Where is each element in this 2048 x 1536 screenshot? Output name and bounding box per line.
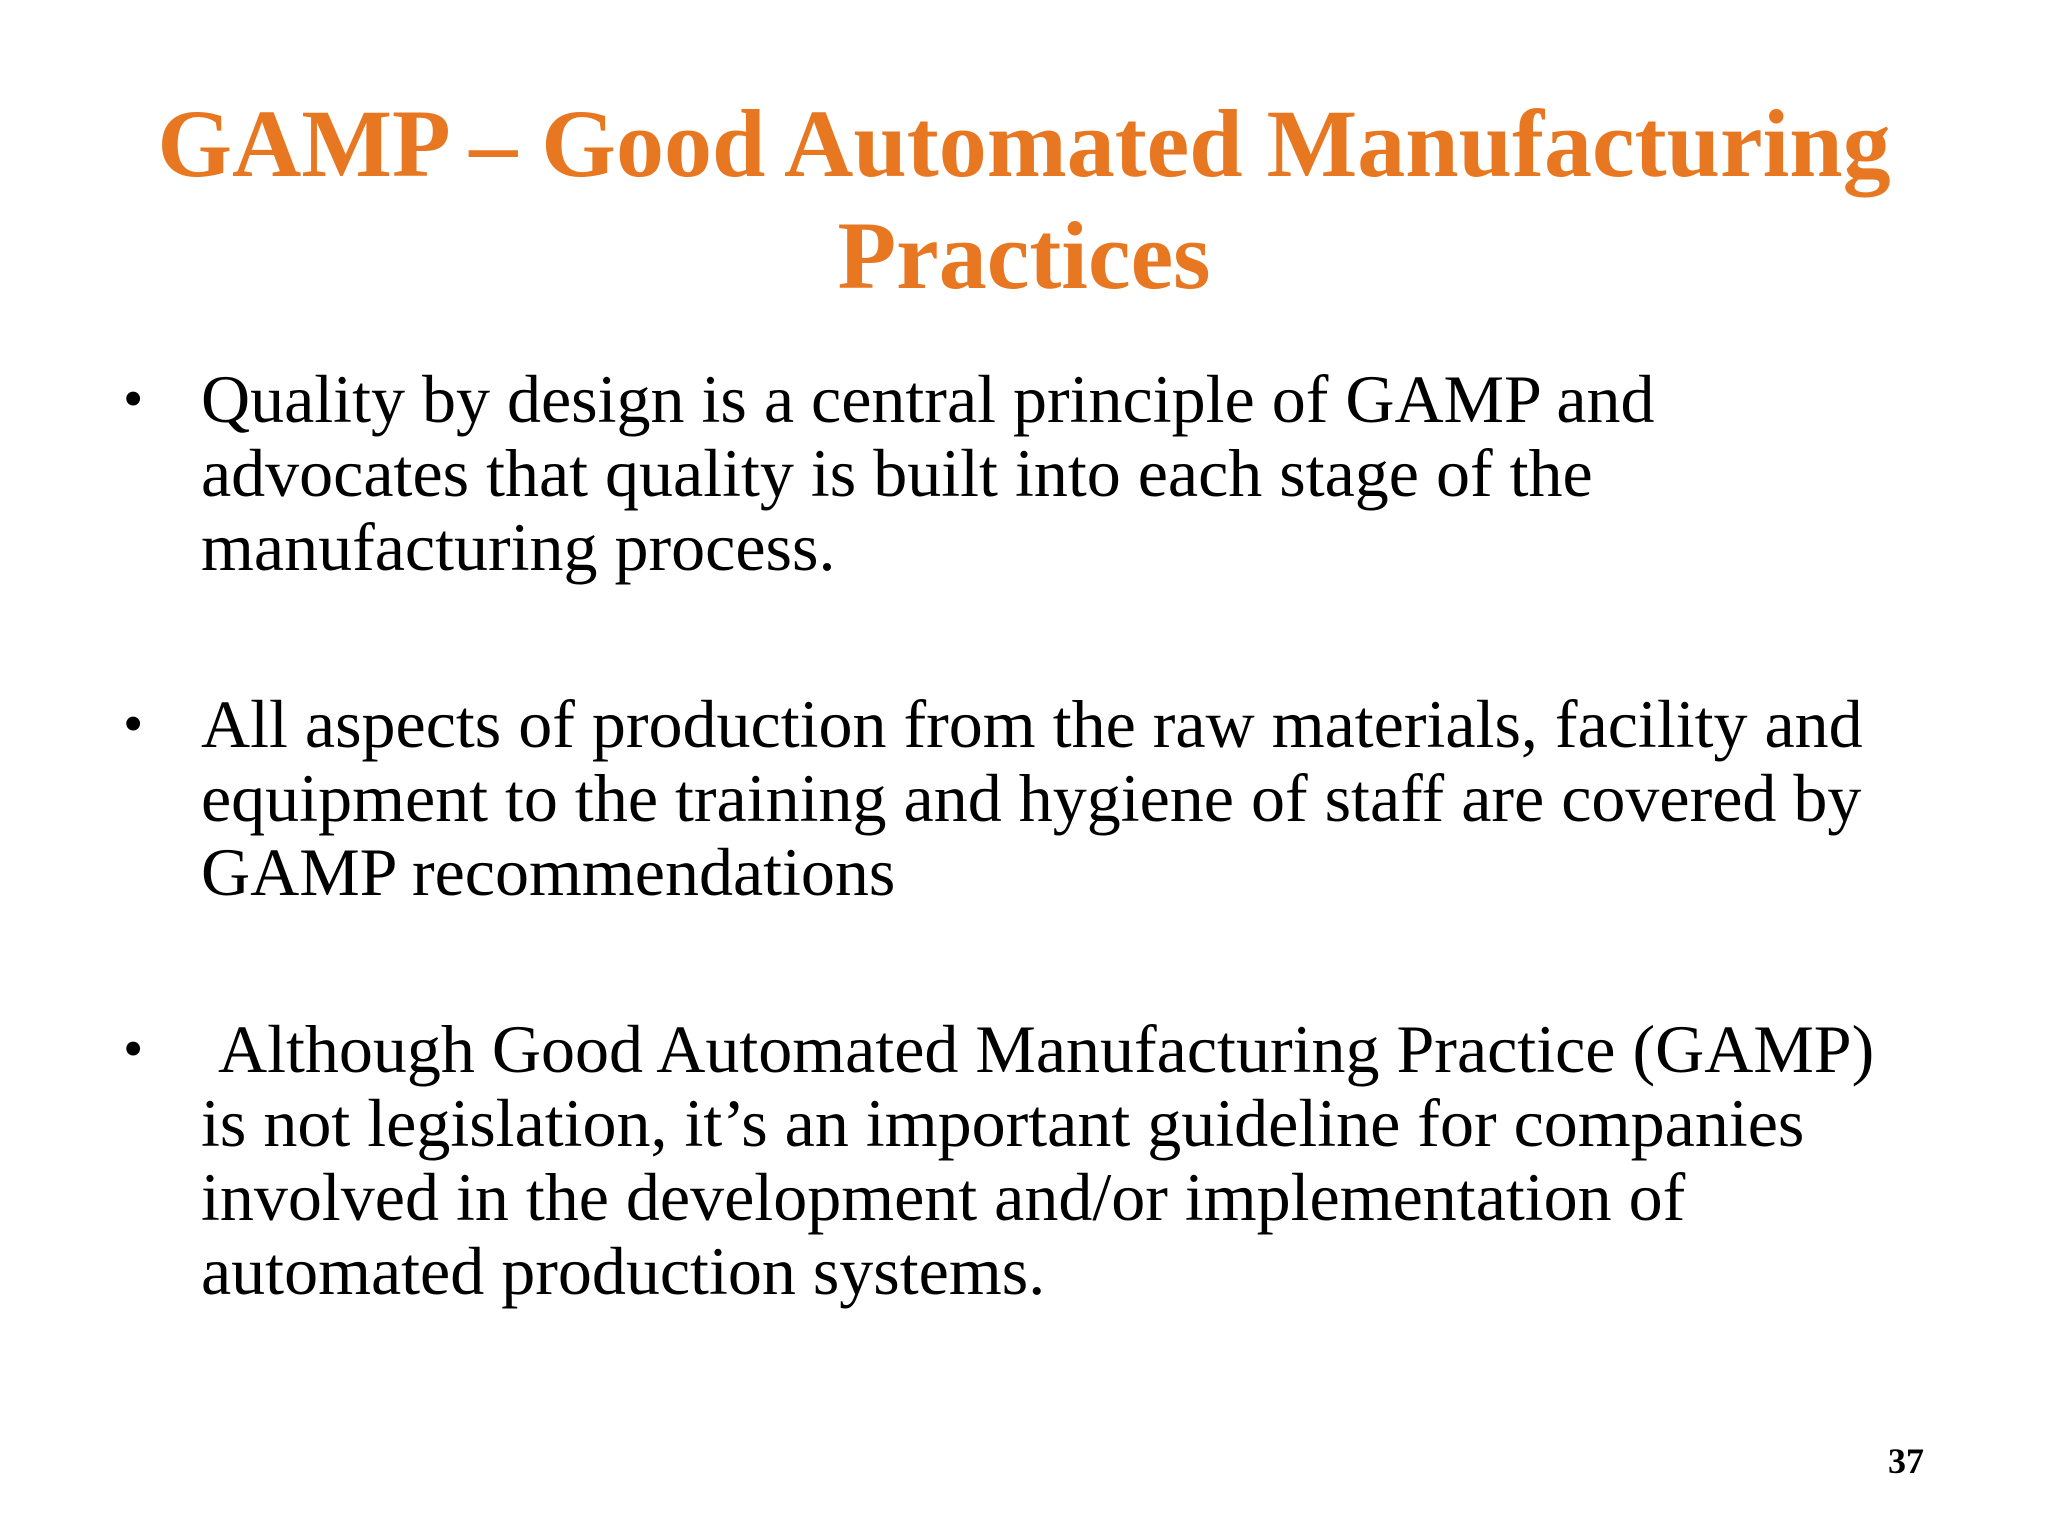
bullet-text: Although Good Automated Manufacturing Practice (GAMP) is not legislation, it’s an important guideline for companies involved in the development and/or implementation of automated production systems. (201, 1011, 1892, 1309)
bullet-item (120, 1012, 1920, 1308)
bullet-text: All aspects of production from the raw materials, facility and equipment to the training and hygiene of staff are covered by GAMP recommendations (201, 686, 1863, 910)
bullet-marker-icon: • (123, 691, 144, 756)
bullet-item (120, 362, 1920, 584)
bullet-marker-icon: • (123, 366, 144, 431)
bullet-item (120, 687, 1920, 909)
page-number: 37 (1888, 1441, 1924, 1481)
bullet-marker-icon: • (123, 1016, 144, 1081)
bullet-text: Quality by design is a central principle of GAMP and advocates that quality is built into each stage of the manufacturing process. (201, 361, 1655, 585)
bullet-list (120, 362, 1920, 1308)
slide-title: GAMP – Good Automated Manufacturing Practices (157, 90, 1891, 309)
